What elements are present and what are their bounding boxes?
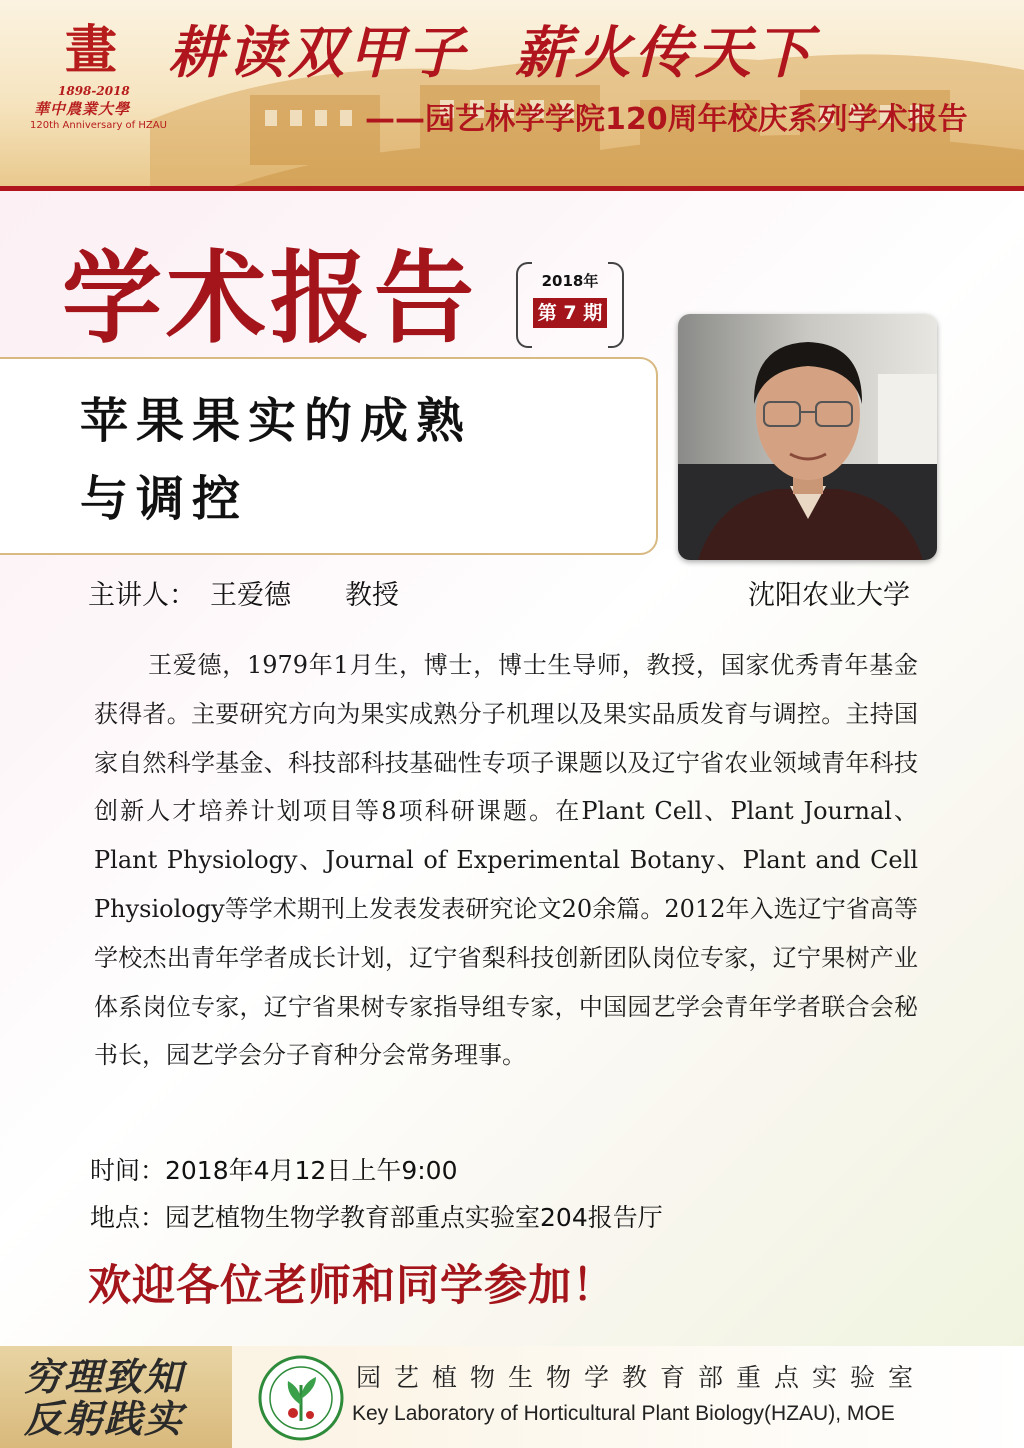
lab-logo-icon xyxy=(258,1355,344,1441)
welcome-message: 欢迎各位老师和同学参加！ xyxy=(88,1261,616,1311)
talk-title-line-2: 与调控 xyxy=(80,471,249,527)
speaker-title: 教授 xyxy=(345,580,399,611)
issue-badge xyxy=(516,262,624,346)
issue-year: 2018年 xyxy=(541,272,599,290)
event-venue: 地点：园艺植物生物学教育部重点实验室204报告厅 xyxy=(90,1203,663,1232)
speaker-biography: 王爱德，1979年1月生，博士，博士生导师，教授，国家优秀青年基金获得者。主要研究方向为果实成熟分子机理以及果实品质发育与调控。主持国家自然科学基金、科技部科技基础性专项子课题以及辽宁省农业领域青年科技创新人才培养计划项目等8项科研课题。在Plant Cell、Plant Journal、Plant Physiology、Journal of Experimental Botany、Plant and Cell Physiology等学术期刊上发表发表研究论文20余篇。2012年入选辽宁省高等学校杰出青年学者成长计划，辽宁省梨科技创新团队岗位专家，辽宁果树产业体系岗位专家，辽宁省果树专家指导组专家，中国园艺学会青年学者联合会秘书长，园艺学会分子育种分会常务理事。 xyxy=(94,651,918,1070)
university-motto-line-1: 穷理致知 xyxy=(24,1354,185,1399)
header-divider xyxy=(0,186,1024,191)
university-logo-mark: 畫 xyxy=(64,20,117,81)
university-logo-anniversary: 120th Anniversary of HZAU xyxy=(30,120,167,131)
speaker-affiliation: 沈阳农业大学 xyxy=(748,580,910,611)
university-logo-years: 1898-2018 xyxy=(58,84,130,98)
speaker-portrait xyxy=(678,314,937,560)
event-time: 时间：2018年4月12日上午9:00 xyxy=(90,1156,458,1185)
lab-name-english: Key Laboratory of Horticultural Plant Biology(HZAU), MOE xyxy=(352,1402,895,1425)
university-motto-line-2: 反躬践实 xyxy=(24,1396,185,1441)
poster-title: 学术报告 xyxy=(62,240,478,357)
issue-number: 第 7 期 xyxy=(533,298,607,328)
talk-title-line-1: 苹果果实的成熟 xyxy=(80,393,473,449)
speaker-name: 王爱德 xyxy=(210,580,291,611)
speaker-label: 主讲人： xyxy=(88,580,196,611)
university-logo-name: 華中農業大學 xyxy=(34,100,131,118)
speaker-photo xyxy=(678,314,937,560)
lab-name-chinese: 园艺植物生物学教育部重点实验室 xyxy=(356,1363,927,1392)
lecture-series-subtitle: ——园艺林学学院120周年校庆系列学术报告 xyxy=(365,102,968,137)
anniversary-slogan: 耕读双甲子 薪火传天下 xyxy=(168,20,815,86)
